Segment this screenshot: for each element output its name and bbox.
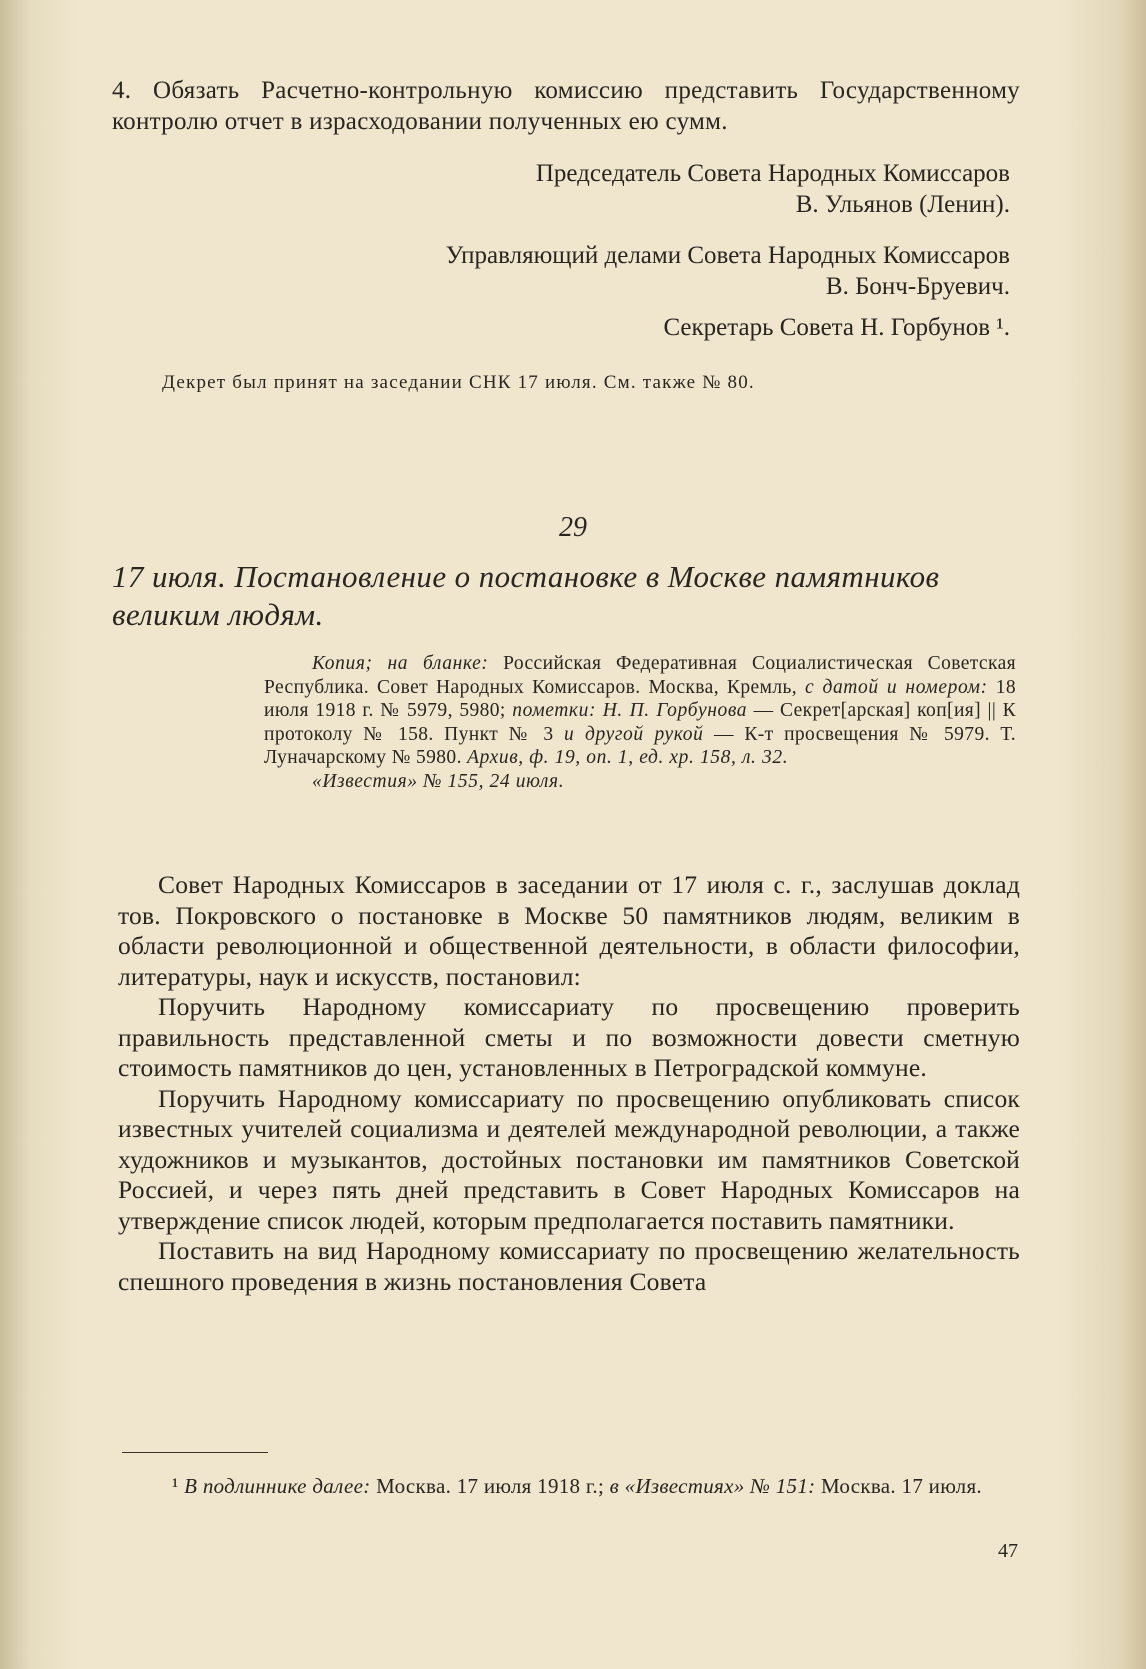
archive-italic: Копия; на бланке: bbox=[312, 653, 489, 674]
archive-text: — К-т просвещения № 5979. Т. Луначарскому № 5980. bbox=[264, 723, 1016, 768]
decree-body bbox=[118, 870, 1020, 1297]
signature-role: Управляющий делами Совета Народных Комиссаров bbox=[445, 242, 1010, 269]
body-paragraph: Совет Народных Комиссаров в заседании от 17 июля с. г., заслушав доклад тов. Покровского о постановке в Москве 50 памятников людям, великим в области революционной и общественной деятельности, в области философии, литературы, наук и искусств, постановил: bbox=[118, 870, 1020, 991]
footnote bbox=[122, 1470, 1020, 1502]
archive-italic: пометки: Н. П. Горбунова bbox=[512, 700, 748, 721]
footnote-divider bbox=[122, 1452, 268, 1453]
body-paragraph: Поставить на вид Народному комиссариату по просвещению желательность спешного проведения в жизнь постановления Совета bbox=[118, 1236, 1020, 1296]
archive-description bbox=[264, 652, 1016, 793]
archive-italic: с датой и номером: bbox=[805, 676, 988, 698]
document-number: 29 bbox=[559, 512, 587, 543]
document-title: 17 июля. Постановление о постановке в Москве памятников великим людям. bbox=[112, 559, 940, 632]
body-paragraph: Поручить Народному комиссариату по просвещению опубликовать список известных учителей социализма и деятелей международной революции, а также художников и музыкантов, достойных постановки им памятников Советской Россией, и через пять дней представить в Совет Народных Комиссаров на утверждение список людей, которым предполагается поставить памятники. bbox=[118, 1083, 1020, 1235]
signature-chairman bbox=[536, 158, 1010, 220]
signature-name: В. Ульянов (Ленин). bbox=[795, 191, 1010, 218]
decree-note: Декрет был принят на заседании СНК 17 июля. См. также № 80. bbox=[162, 372, 755, 393]
archive-text: 18 июля 1918 г. № 5979, 5980; bbox=[264, 676, 1016, 721]
footnote-italic: в «Известиях» № 151: bbox=[609, 1474, 816, 1498]
signature-role: Председатель Совета Народных Комиссаров bbox=[535, 160, 1010, 187]
archive-text: — Секрет[арская] коп[ия] || К протоколу № 158. Пункт № 3 bbox=[264, 700, 1016, 745]
archive-italic: и другой рукой bbox=[564, 723, 704, 745]
archive-italic: Архив, ф. 19, оп. 1, ед. хр. 158, л. 32. bbox=[467, 747, 789, 768]
publication-source: «Известия» № 155, 24 июля. bbox=[312, 770, 565, 792]
footnote-italic: В подлиннике далее: bbox=[178, 1474, 371, 1498]
footnote-text: Москва. 17 июля 1918 г.; bbox=[370, 1474, 610, 1498]
signature-manager bbox=[446, 240, 1010, 302]
footnote-mark: ¹ bbox=[172, 1474, 179, 1498]
footnote-text: Москва. 17 июля. bbox=[815, 1474, 982, 1498]
signature-secretary bbox=[663, 312, 1010, 343]
signature-name: В. Бонч-Бруевич. bbox=[825, 273, 1010, 300]
item-4-paragraph: 4. Обязать Расчетно-контрольную комиссию представить Государственному контролю отчет в израсходовании полученных ею сумм. bbox=[112, 77, 1020, 135]
signature-role: Секретарь Совета Н. Горбунов ¹. bbox=[663, 314, 1010, 341]
page-number: 47 bbox=[998, 1540, 1018, 1562]
archive-text: Российская Федеративная Социалистическая Советская Республика. Совет Народных Комиссаров. Москва, Кремль, bbox=[264, 653, 1016, 698]
body-paragraph: Поручить Народному комиссариату по просвещению проверить правильность представленной сметы и по возможности довести сметную стоимость памятников до цен, установленных в Петроградской коммуне. bbox=[118, 992, 1020, 1082]
